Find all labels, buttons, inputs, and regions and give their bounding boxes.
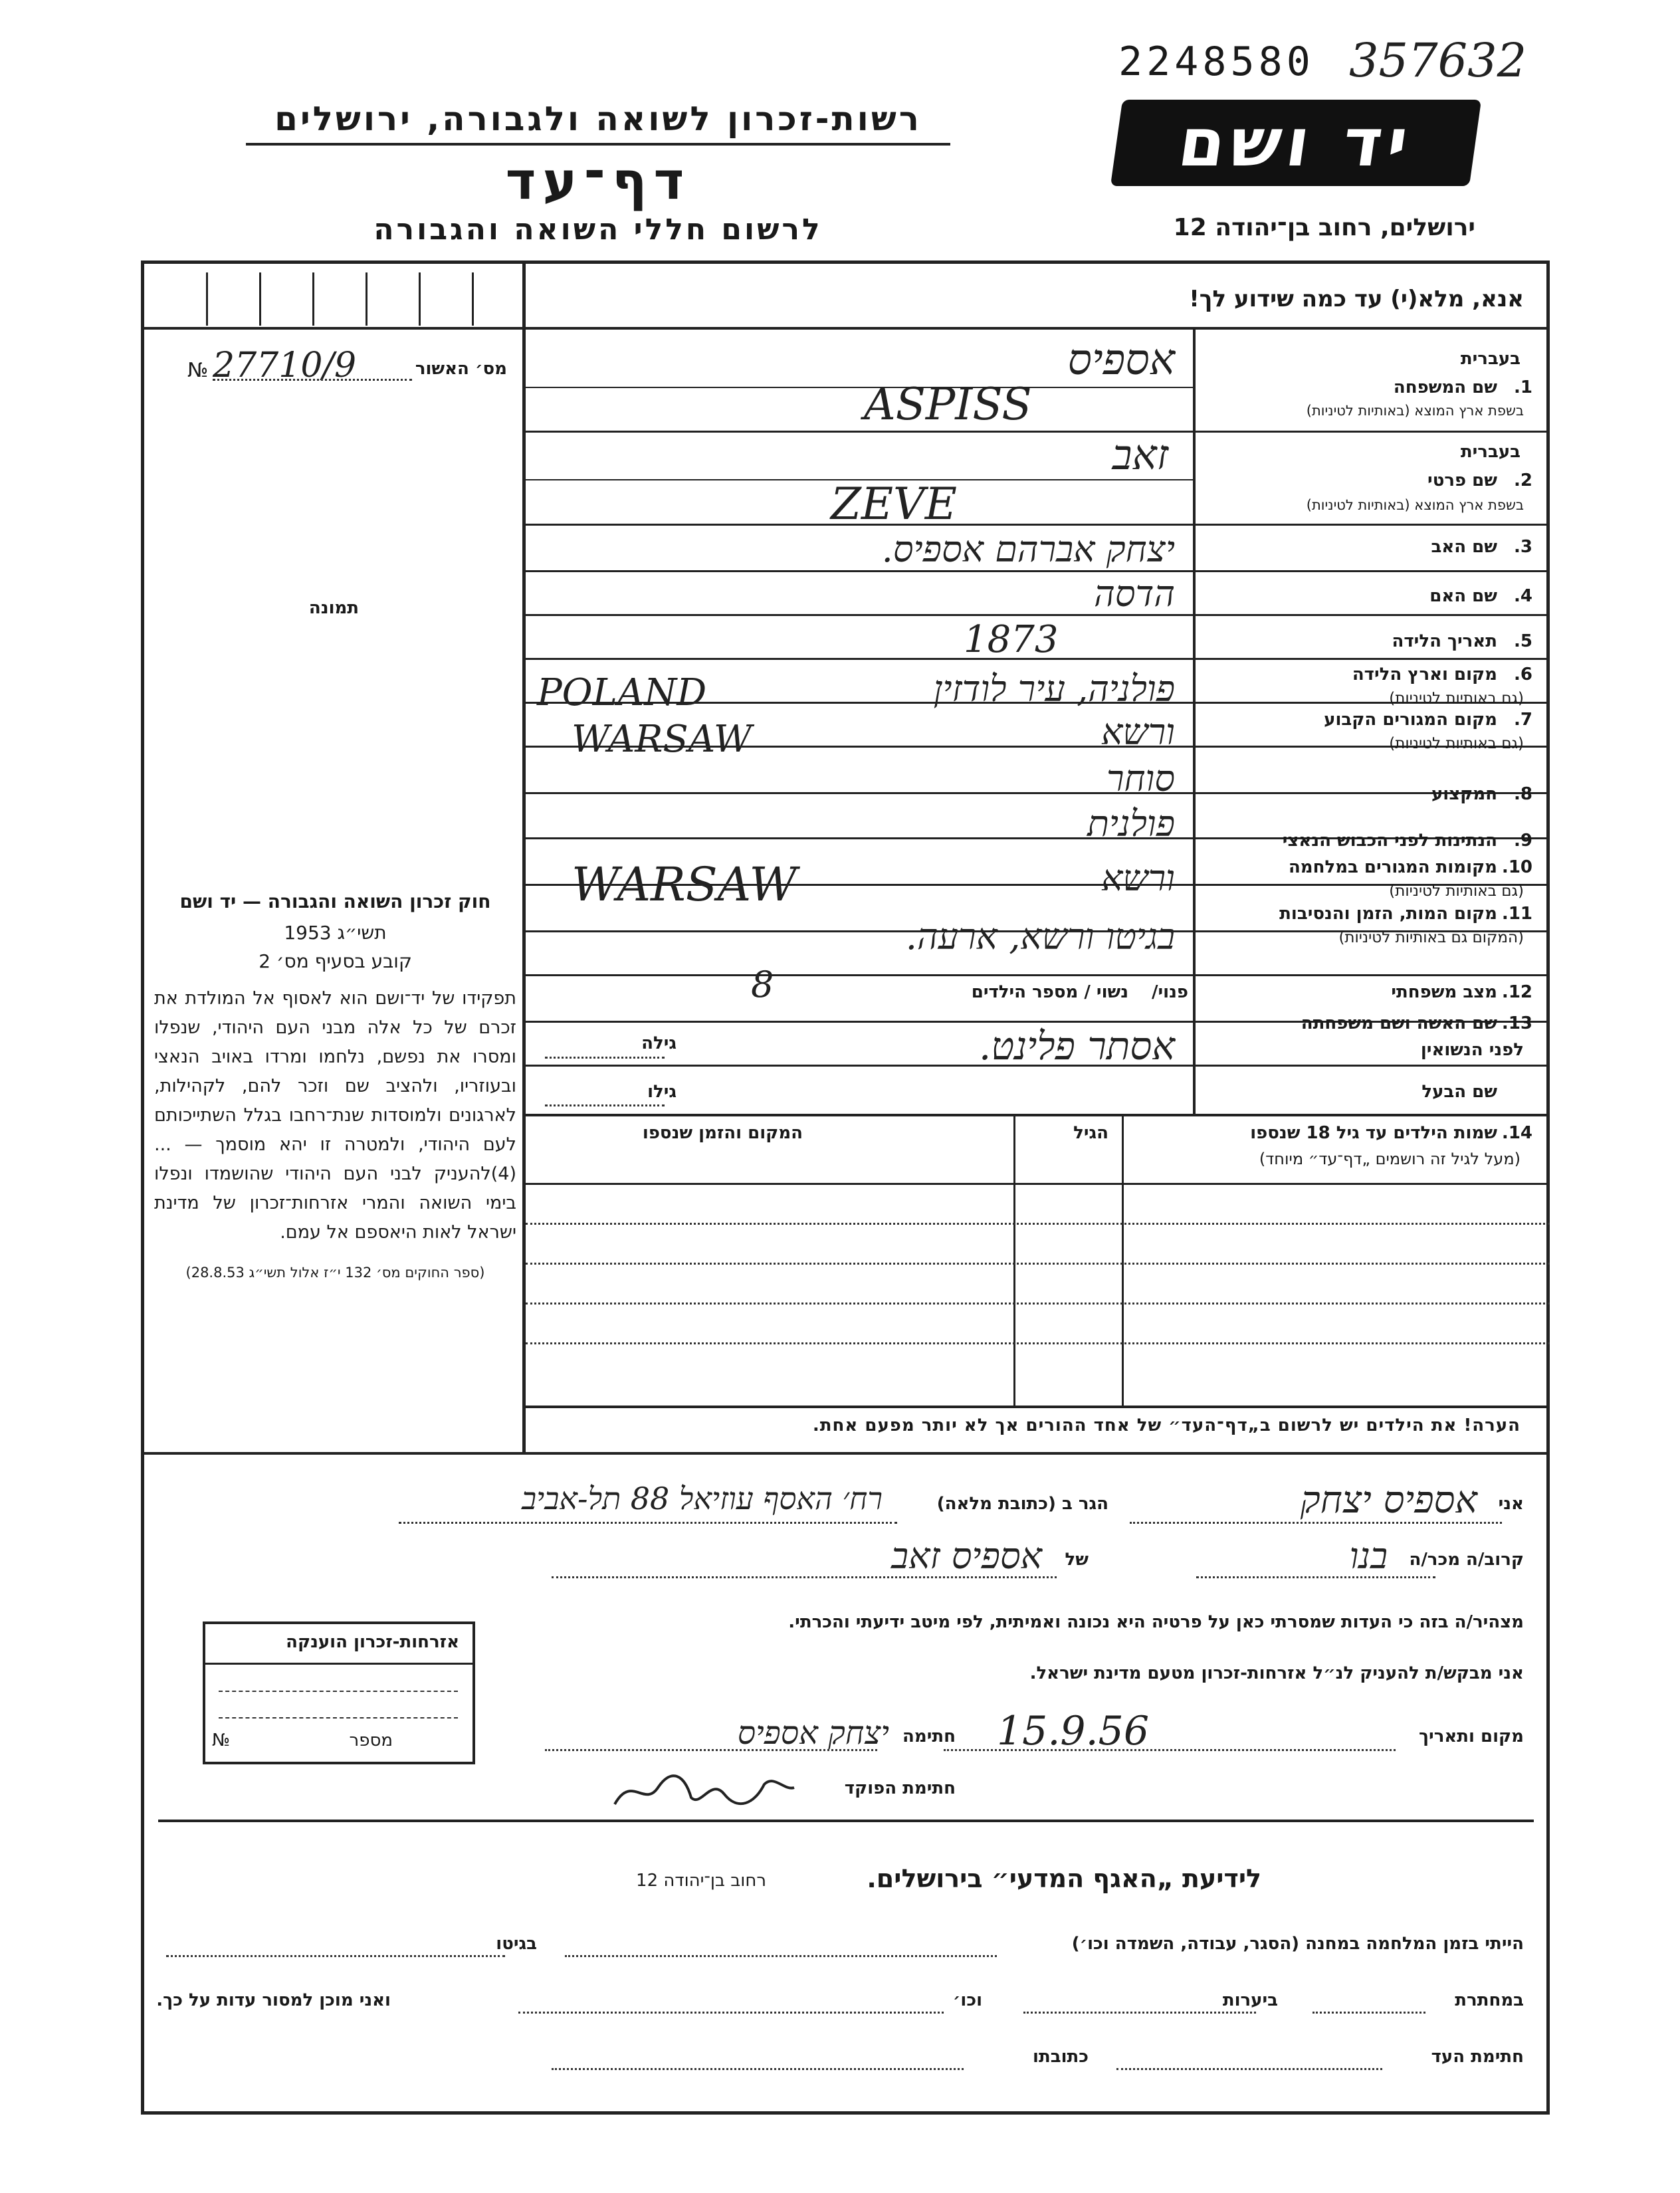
field-8-number: 8. bbox=[1514, 784, 1532, 804]
footer-line2-end: ואני מוכן למסור עדות על כך. bbox=[156, 1990, 391, 2010]
field-10-value-latin[interactable]: WARSAW bbox=[572, 857, 797, 912]
field-1-number: 1. bbox=[1514, 377, 1532, 397]
declaration-relation-label: קרוב/ה מכר/ה bbox=[1409, 1550, 1524, 1570]
form-title: דף־עד bbox=[505, 152, 691, 211]
field-6-label: מקום וארץ הלידה bbox=[1352, 665, 1497, 684]
field-2-sub-top: בעברית bbox=[1460, 442, 1521, 462]
place-date-line bbox=[944, 1749, 1396, 1751]
field-10-number: 10. bbox=[1501, 857, 1532, 877]
organization-line: רשות-זכרון לשואה ולגבורה, ירושלים bbox=[274, 100, 922, 138]
field-13-age-line bbox=[545, 1057, 665, 1059]
citizenship-number-label: מספר bbox=[349, 1730, 393, 1750]
field-13-label: שם האשה ושם משפחתה bbox=[1301, 1013, 1497, 1033]
law-source: (ספר החוקים מס׳ 132 י״ז אלול תשי״ג 28.8.53) bbox=[185, 1265, 485, 1281]
citizenship-box bbox=[203, 1621, 475, 1764]
place-date-label: מקום ותאריך bbox=[1419, 1726, 1524, 1746]
officer-signature-label: חתימת הפוקד bbox=[844, 1778, 956, 1798]
footer-underground-label: במחתרת bbox=[1455, 1990, 1524, 2010]
children-section-sub: (מעל לגיל זה רושמים „דף־עד״ מיוחד) bbox=[1259, 1150, 1521, 1168]
field-13-number: 13. bbox=[1501, 1013, 1532, 1033]
field-2-value-latin[interactable]: ZEVE bbox=[831, 478, 957, 530]
field-1-value-hebrew[interactable]: אספיס bbox=[1067, 336, 1175, 385]
field-4-label: שם האם bbox=[1429, 586, 1497, 606]
approval-no-symbol: № bbox=[187, 359, 209, 382]
citizenship-box-title: אזרחות-זכרון הוענקה bbox=[286, 1632, 459, 1652]
field-4-number: 4. bbox=[1514, 586, 1532, 606]
children-place-header: המקום והזמן שנספו bbox=[642, 1123, 803, 1143]
logo-text: יד ושם bbox=[1174, 104, 1418, 181]
photo-label: תמונה bbox=[308, 598, 360, 618]
note-bottom-line bbox=[141, 1452, 1550, 1455]
law-year: תשי״ג 1953 bbox=[284, 922, 387, 944]
footer-witness-signature-label: חתימת העד bbox=[1431, 2047, 1524, 2067]
form-subtitle: לרשום חללי השואה והגבורה bbox=[373, 213, 823, 247]
field-2-number: 2. bbox=[1514, 470, 1532, 490]
officer-signature-scribble bbox=[611, 1768, 797, 1817]
footer-top-line bbox=[158, 1820, 1534, 1822]
approval-number-label: מס׳ האשור bbox=[415, 359, 507, 379]
field-10-value[interactable]: ורשא bbox=[1101, 857, 1175, 899]
field-12-status-text: נשוי / מספר הילדים bbox=[971, 982, 1128, 1002]
children-top-line bbox=[526, 1114, 1550, 1116]
field-2-label: שם פרטי bbox=[1427, 470, 1497, 490]
field-1-label: שם המשפחה bbox=[1393, 377, 1497, 397]
footer-underground-field[interactable] bbox=[1312, 2012, 1425, 2014]
footer-witness-signature-field[interactable] bbox=[1116, 2068, 1382, 2070]
field-13-age-label: גילה bbox=[641, 1033, 677, 1053]
field-3-value[interactable]: יצחק אברהם אספיס. bbox=[881, 528, 1175, 570]
field-4-value[interactable]: הדסה bbox=[1094, 573, 1175, 615]
signature-line bbox=[545, 1749, 877, 1751]
organization-underline bbox=[246, 143, 950, 146]
field-7-value[interactable]: ורשא bbox=[1101, 711, 1175, 753]
place-date-value[interactable]: 15.9.56 bbox=[997, 1708, 1150, 1754]
citizenship-no-symbol: № bbox=[212, 1730, 231, 1750]
footer-etc-field[interactable] bbox=[518, 2012, 944, 2014]
husband-age-label: גילו bbox=[647, 1082, 677, 1102]
declaration-of-value[interactable]: אספיס זאב bbox=[891, 1535, 1042, 1577]
footer-line1-field[interactable] bbox=[565, 1955, 997, 1957]
field-1-sub-bottom: בשפת ארץ המוצא (באותיות לטיניות) bbox=[1306, 403, 1524, 419]
field-13-value[interactable]: אסתר פלינט. bbox=[978, 1023, 1175, 1069]
children-age-col-left bbox=[1013, 1116, 1015, 1406]
field-6-value[interactable]: פולניה, עיר לודזין bbox=[933, 668, 1175, 710]
field-7-number: 7. bbox=[1514, 710, 1532, 730]
relation-line bbox=[1196, 1576, 1435, 1578]
field-1-sub-top: בעברית bbox=[1460, 349, 1521, 369]
organization-address: ירושלים, רחוב בן־יהודה 12 bbox=[1173, 214, 1475, 241]
yad-vashem-logo bbox=[1110, 100, 1481, 186]
declarant-line bbox=[1130, 1522, 1502, 1524]
field-6-value-latin[interactable]: POLAND bbox=[537, 671, 707, 714]
field-12-number: 12. bbox=[1501, 982, 1532, 1002]
approval-number-boxes bbox=[153, 266, 485, 326]
instruction-text: אנא, מלא(י) עד כמה שידוע לך! bbox=[1189, 286, 1524, 312]
footer-address-field[interactable] bbox=[552, 2068, 964, 2070]
children-row-4[interactable] bbox=[526, 1342, 1550, 1344]
children-row-2[interactable] bbox=[526, 1263, 1550, 1265]
field-1-value-latin[interactable]: ASPISS bbox=[864, 379, 1032, 430]
footer-address: רחוב בן־יהודה 12 bbox=[636, 1871, 766, 1891]
field-8-label: המקצוע bbox=[1431, 784, 1497, 804]
field-11-value[interactable]: בגיטו ורשא, ארעה. bbox=[905, 916, 1175, 958]
field-7-label: מקום המגורים הקבוע bbox=[1324, 710, 1497, 730]
footer-line1-tail[interactable] bbox=[166, 1955, 505, 1957]
note-text: הערה! את הילדים יש לרשום ב„דף־העד״ של אחד ההורים אך לא יותר מפעם אחת. bbox=[812, 1415, 1521, 1435]
field-5-number: 5. bbox=[1514, 631, 1532, 651]
field-11-label: מקום המות, הזמן והנסיבות bbox=[1279, 904, 1497, 924]
children-age-col-right bbox=[1122, 1116, 1124, 1406]
children-age-header: הגיל bbox=[1073, 1123, 1108, 1143]
field-10-label: מקומות המגורים במלחמה bbox=[1288, 857, 1497, 877]
footer-forests-label: ביערות bbox=[1222, 1990, 1278, 2010]
note-top-line bbox=[526, 1406, 1550, 1408]
field-12-label: מצב משפחתי bbox=[1391, 982, 1497, 1002]
declarant-name[interactable]: אספיס יצחק bbox=[1300, 1479, 1477, 1522]
footer-line1-label: הייתי בזמן המלחמה במחנה (הסגר, עבודה, השמדה וכו׳) bbox=[1071, 1934, 1524, 1954]
law-box bbox=[154, 890, 516, 1449]
children-row-1[interactable] bbox=[526, 1223, 1550, 1225]
footer-address-label: כתובתו bbox=[1033, 2047, 1089, 2067]
declarant-address-line bbox=[399, 1522, 897, 1524]
field-7-value-latin[interactable]: WARSAW bbox=[572, 718, 752, 761]
field-9-label: הנתינות לפני הכבוש הנאצי bbox=[1282, 831, 1497, 851]
field-9-value[interactable]: פולנית bbox=[1087, 803, 1175, 845]
declaration-request: אני מבקש/ת להעניק לנ״ל אזרחות-זכרון מטעם מדינת ישראל. bbox=[1029, 1663, 1524, 1683]
footer-forests-field[interactable] bbox=[1023, 2012, 1256, 2014]
field-6-number: 6. bbox=[1514, 665, 1532, 684]
approval-number-value[interactable]: 27710/9 bbox=[213, 346, 357, 385]
field-11-number: 11. bbox=[1501, 904, 1532, 924]
law-title: חוק זכרון השואה והגבורה — יד ושם bbox=[179, 890, 491, 912]
declaration-statement: מצהיר/ה בזה כי העדות שמסרתי כאן על פרטיה היא נכונה ואמיתית, לפי מיטב ידיעתי והכרתי. bbox=[788, 1612, 1524, 1632]
children-header-bottom bbox=[526, 1183, 1550, 1185]
field-3-number: 3. bbox=[1514, 537, 1532, 557]
footer-etc-label: וכו׳ bbox=[952, 1990, 982, 2010]
signature-label: חתימה bbox=[902, 1726, 956, 1746]
husband-name-label: שם הבעל bbox=[1421, 1082, 1497, 1102]
field-13-sub: לפני הנשואין bbox=[1420, 1040, 1524, 1060]
field-7-sub: (גם באותיות לטיניות) bbox=[1389, 735, 1524, 752]
field-8-value[interactable]: סוחר bbox=[1106, 758, 1175, 799]
declaration-of-label: של bbox=[1065, 1550, 1089, 1570]
field-5-value[interactable]: 1873 bbox=[964, 618, 1059, 661]
field-12-status-prefix: פנוי/ bbox=[1152, 982, 1188, 1002]
footer-line1-end: בגיטו bbox=[496, 1934, 537, 1954]
law-body: תפקידו של יד־ושם הוא לאסוף אל המולדת את זכרם של כל אלה מבני העם היהודי, שנפלו ומסרו את נפשם, נלחמו ומרדו באויב הנאצי ובעוזריו, ולהציב שם וזכר להם, לקהילות, לארגונים ולמוסדות שנת־רחבו בגלל השתייכותם לעם היהודי, ולמטרה זו יהא מוסמך — ...(4)להעניק לבני העם היהודי שהושמדו ונפלו בימי השואה והמרי אזרחות־זכרון של מדינת ישראל לאות היאספם אל עמם. bbox=[154, 988, 516, 1243]
field-5-label: תאריך הלידה bbox=[1392, 631, 1497, 651]
handwritten-reference-number: 357632 bbox=[1349, 33, 1527, 88]
photo-placeholder bbox=[153, 399, 515, 831]
field-9-number: 9. bbox=[1514, 831, 1532, 851]
declarant-address[interactable]: רח׳ האסף עוזיאל 88 תל-אביב bbox=[522, 1481, 883, 1516]
field-6-sub: (גם באותיות לטיניות) bbox=[1389, 690, 1524, 707]
document-number: 2248580 bbox=[1118, 39, 1314, 85]
children-row-3[interactable] bbox=[526, 1303, 1550, 1305]
signature-value[interactable]: יצחק אספיס bbox=[737, 1715, 889, 1752]
field-3-label: שם האב bbox=[1431, 537, 1497, 557]
field-10-sub: (גם באותיות לטיניות) bbox=[1389, 883, 1524, 900]
husband-age-line bbox=[545, 1104, 665, 1106]
field-2-value-hebrew[interactable]: זאב bbox=[1112, 431, 1168, 479]
field-11-sub: (המקום גם באותיות לטיניות) bbox=[1338, 929, 1524, 946]
declaration-relation-value[interactable]: בנו bbox=[1349, 1535, 1388, 1577]
declaration-ani-label: אני bbox=[1498, 1494, 1524, 1514]
children-section-label: שמות הילדים עד גיל 18 שנספו bbox=[1250, 1123, 1497, 1143]
declaration-resides-label: הגר ב (כתובת מלאה) bbox=[936, 1494, 1108, 1514]
approval-number-line bbox=[213, 379, 412, 381]
law-section: קובע בסעיף מס׳ 2 bbox=[259, 950, 412, 972]
field-12-children-count[interactable]: 8 bbox=[751, 964, 774, 1005]
children-section-number: 14. bbox=[1501, 1123, 1532, 1143]
field-2-sub-bottom: בשפת ארץ המוצא (באותיות לטיניות) bbox=[1306, 497, 1524, 513]
footer-title: לידיעת „האגף המדעי״ בירושלים. bbox=[867, 1864, 1261, 1893]
of-line bbox=[552, 1576, 1057, 1578]
